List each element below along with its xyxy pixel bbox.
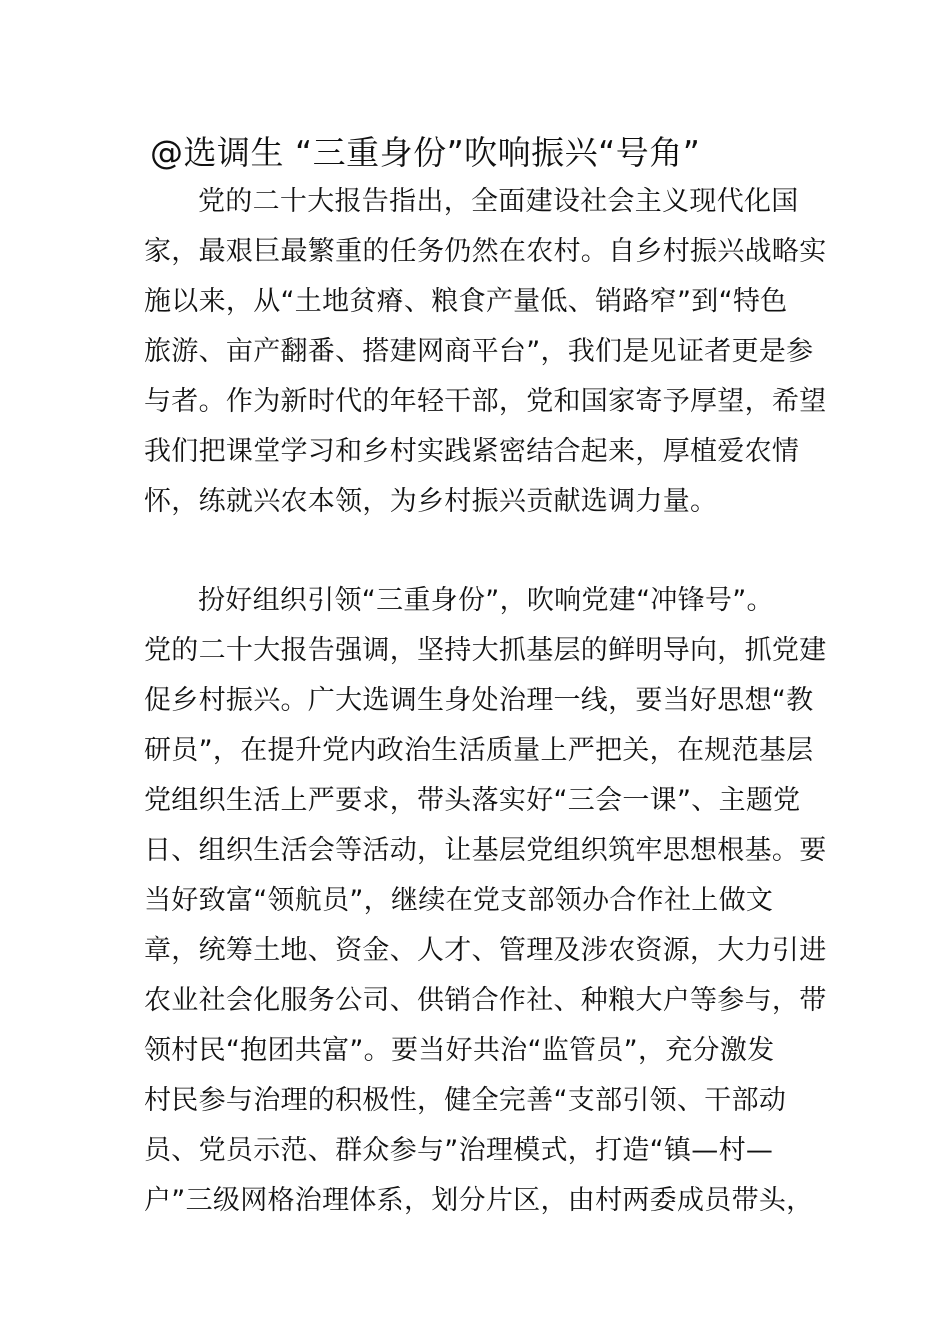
- paragraph-line: 党的二十大报告指出，全面建设社会主义现代化国: [198, 186, 799, 217]
- paragraph-line: 施以来，从“土地贫瘠、粮食产量低、销路窄”到“特色: [144, 286, 788, 317]
- paragraph-line: 员、党员示范、群众参与”治理模式，打造“镇—村—: [144, 1135, 774, 1166]
- paragraph-line: 章，统筹土地、资金、人才、管理及涉农资源，大力引进: [144, 935, 827, 966]
- paragraph-line: 领村民“抱团共富”。要当好共治“监管员”，充分激发: [144, 1035, 775, 1066]
- paragraph-1: [144, 177, 827, 527]
- paragraph-line: 党的二十大报告强调，坚持大抓基层的鲜明导向，抓党建: [144, 635, 827, 666]
- paragraph-line: 扮好组织引领“三重身份”，吹响党建“冲锋号”。: [198, 585, 774, 616]
- paragraph-line: 村民参与治理的积极性，健全完善“支部引领、干部动: [144, 1085, 787, 1116]
- paragraph-line: 我们把课堂学习和乡村实践紧密结合起来，厚植爱农情: [144, 436, 800, 467]
- paragraph-line: 旅游、亩产翻番、搭建网商平台”，我们是见证者更是参: [144, 336, 814, 367]
- paragraph-line: 促乡村振兴。广大选调生身处治理一线，要当好思想“教: [144, 685, 814, 716]
- paragraph-line: 研员”，在提升党内政治生活质量上严把关，在规范基层: [144, 735, 814, 766]
- paragraph-line: 怀，练就兴农本领，为乡村振兴贡献选调力量。: [144, 486, 718, 517]
- paragraph-line: 与者。作为新时代的年轻干部，党和国家寄予厚望，希望: [144, 386, 827, 417]
- paragraph-2: [144, 576, 827, 1226]
- paragraph-line: 户”三级网格治理体系，划分片区，由村两委成员带头，: [144, 1185, 814, 1216]
- paragraph-line: 家，最艰巨最繁重的任务仍然在农村。自乡村振兴战略实: [144, 236, 827, 267]
- paragraph-line: 日、组织生活会等活动，让基层党组织筑牢思想根基。要: [144, 835, 827, 866]
- paragraph-line: 当好致富“领航员”，继续在党支部领办合作社上做文: [144, 885, 774, 916]
- paragraph-line: 农业社会化服务公司、供销合作社、种粮大户等参与，带: [144, 985, 827, 1016]
- document-title: @选调生 “三重身份”吹响振兴“号角”: [150, 133, 701, 172]
- paragraph-line: 党组织生活上严要求，带头落实好“三会一课”、主题党: [144, 785, 801, 816]
